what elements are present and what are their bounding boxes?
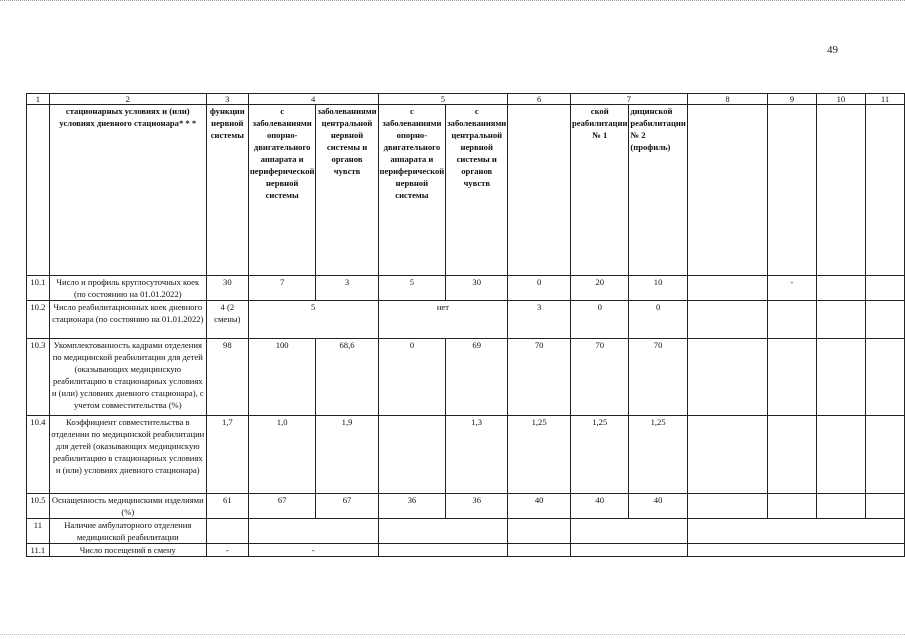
cell-c6: 70 — [508, 339, 571, 416]
cell-c8 — [687, 339, 767, 416]
cell-c4b: заболеваниями центральной нервной системы и органов чувств — [316, 105, 378, 276]
cell-c11 — [866, 276, 905, 301]
cell-c4a: 100 — [248, 339, 316, 416]
cell-c3: 98 — [206, 339, 248, 416]
table-row-10-2 — [27, 301, 905, 339]
cell-c11 — [866, 105, 905, 276]
cell-c4b: 1,9 — [316, 416, 378, 494]
cell-c10 — [816, 105, 865, 276]
col-header-5: 5 — [378, 94, 508, 105]
cell-c11 — [866, 301, 905, 339]
cell-c5a — [378, 416, 446, 494]
cell-c4a: 7 — [248, 276, 316, 301]
cell-c3 — [206, 519, 248, 544]
col-header-8: 8 — [687, 94, 767, 105]
cell-c11 — [866, 339, 905, 416]
cell-c5b: с заболеваниями центральной нервной системы и органов чувств — [446, 105, 508, 276]
cell-c4: - — [248, 544, 378, 557]
table-row-10-1 — [27, 276, 905, 301]
table-row-10-3 — [27, 339, 905, 416]
cell-c4 — [248, 519, 378, 544]
cell-label: Число реабилитационных коек дневного стационара (по состоянию на 01.01.2022) — [49, 301, 206, 339]
col-header-1: 1 — [27, 94, 50, 105]
cell-c5b: 69 — [446, 339, 508, 416]
cell-num: 10.3 — [27, 339, 50, 416]
cell-c4a: с заболеваниями опорно-двигательного аппарата и периферической нервной системы — [248, 105, 316, 276]
cell-c10 — [816, 416, 865, 494]
cell-c9 — [768, 339, 817, 416]
cell-c9 — [768, 105, 817, 276]
cell-c6: 0 — [508, 276, 571, 301]
cell-c7b: 1,25 — [629, 416, 687, 494]
cell-c9 — [768, 416, 817, 494]
cell-c6: 1,25 — [508, 416, 571, 494]
cell-label: стационарных условиях и (или) условиях дневного стационара* * * — [49, 105, 206, 276]
cell-c10 — [816, 339, 865, 416]
cell-c8 — [687, 416, 767, 494]
bottom-dotted-rule — [0, 634, 905, 637]
cell-c10 — [816, 276, 865, 301]
cell-c5b: 1,3 — [446, 416, 508, 494]
cell-label: Коэффициент совместительства в отделении по медицинской реабилитации для детей (оказывающих медицинскую реабилитацию в стационарных условиях и (или) условиях дневного стационара) — [49, 416, 206, 494]
cell-c11 — [866, 494, 905, 519]
cell-c5 — [378, 519, 508, 544]
cell-c7a: 20 — [571, 276, 629, 301]
cell-c7b: 0 — [629, 301, 687, 339]
cell-c5: нет — [378, 301, 508, 339]
cell-c5 — [378, 544, 508, 557]
cell-c3: - — [206, 544, 248, 557]
cell-c8 — [687, 494, 767, 519]
cell-c7a: 0 — [571, 301, 629, 339]
cell-c4b: 68,6 — [316, 339, 378, 416]
cell-c7b: дицинской реабилитации № 2 (профиль) — [629, 105, 687, 276]
cell-label: Число посещений в смену — [49, 544, 206, 557]
header-row — [27, 94, 905, 105]
cell-c10 — [816, 494, 865, 519]
cell-c6 — [508, 544, 571, 557]
cell-c11 — [866, 416, 905, 494]
cell-num — [27, 105, 50, 276]
cell-num: 10.5 — [27, 494, 50, 519]
cell-c3: 30 — [206, 276, 248, 301]
cell-c5a: 5 — [378, 276, 446, 301]
cell-c6 — [508, 519, 571, 544]
cell-c9: - — [768, 276, 817, 301]
cell-c7a: 70 — [571, 339, 629, 416]
cell-c7b: 70 — [629, 339, 687, 416]
table-row-11-1 — [27, 544, 905, 557]
table-row-10-4 — [27, 416, 905, 494]
cell-c7a: 40 — [571, 494, 629, 519]
cell-c3: 61 — [206, 494, 248, 519]
cell-label: Число и профиль круглосуточных коек (по состоянию на 01.01.2022) — [49, 276, 206, 301]
top-dotted-rule — [0, 0, 905, 4]
cell-c10 — [816, 301, 865, 339]
cell-label: Наличие амбулаторного отделения медицинской реабилитации — [49, 519, 206, 544]
cell-num: 11.1 — [27, 544, 50, 557]
col-header-6: 6 — [508, 94, 571, 105]
cell-c8-11 — [687, 519, 904, 544]
cell-num: 10.4 — [27, 416, 50, 494]
cell-c4a: 1,0 — [248, 416, 316, 494]
page-number: 49 — [827, 44, 838, 56]
cell-c7 — [571, 544, 688, 557]
table-row-11 — [27, 519, 905, 544]
cell-c6: 3 — [508, 301, 571, 339]
cell-c8 — [687, 105, 767, 276]
cell-c4: 5 — [248, 301, 378, 339]
cell-c6: 40 — [508, 494, 571, 519]
cell-c5a: 0 — [378, 339, 446, 416]
cell-c3: 4 (2 смены) — [206, 301, 248, 339]
cell-c8-11 — [687, 544, 904, 557]
cell-c9 — [768, 301, 817, 339]
cell-num: 10.1 — [27, 276, 50, 301]
cell-c6 — [508, 105, 571, 276]
report-table — [26, 93, 905, 557]
col-header-2: 2 — [49, 94, 206, 105]
cell-c5b: 30 — [446, 276, 508, 301]
cell-c4b: 67 — [316, 494, 378, 519]
cell-c3: 1,7 — [206, 416, 248, 494]
cell-c7b: 40 — [629, 494, 687, 519]
cell-num: 10.2 — [27, 301, 50, 339]
cell-c4a: 67 — [248, 494, 316, 519]
col-header-3: 3 — [206, 94, 248, 105]
cell-c8 — [687, 276, 767, 301]
col-header-7: 7 — [571, 94, 688, 105]
cell-c7 — [571, 519, 688, 544]
col-header-10: 10 — [816, 94, 865, 105]
col-header-9: 9 — [768, 94, 817, 105]
cell-label: Оснащенность медицинскими изделиями (%) — [49, 494, 206, 519]
cell-c5a: с заболеваниями опорно-двигательного аппарата и периферической нервной системы — [378, 105, 446, 276]
cell-c5a: 36 — [378, 494, 446, 519]
cell-num: 11 — [27, 519, 50, 544]
cell-c4b: 3 — [316, 276, 378, 301]
col-header-4: 4 — [248, 94, 378, 105]
cell-label: Укомплектованность кадрами отделения по медицинской реабилитации для детей (оказывающих медицинскую реабилитацию в стационарных условиях и (или) условиях дневного стационара), с учетом совместительства (%) — [49, 339, 206, 416]
cell-c9 — [768, 494, 817, 519]
col-header-11: 11 — [866, 94, 905, 105]
cell-c8 — [687, 301, 767, 339]
cell-c5b: 36 — [446, 494, 508, 519]
table-row-continuation — [27, 105, 905, 276]
cell-c7b: 10 — [629, 276, 687, 301]
table-row-10-5 — [27, 494, 905, 519]
cell-c3: функции нервной системы — [206, 105, 248, 276]
cell-c7a: ской реабилитации № 1 — [571, 105, 629, 276]
cell-c7a: 1,25 — [571, 416, 629, 494]
